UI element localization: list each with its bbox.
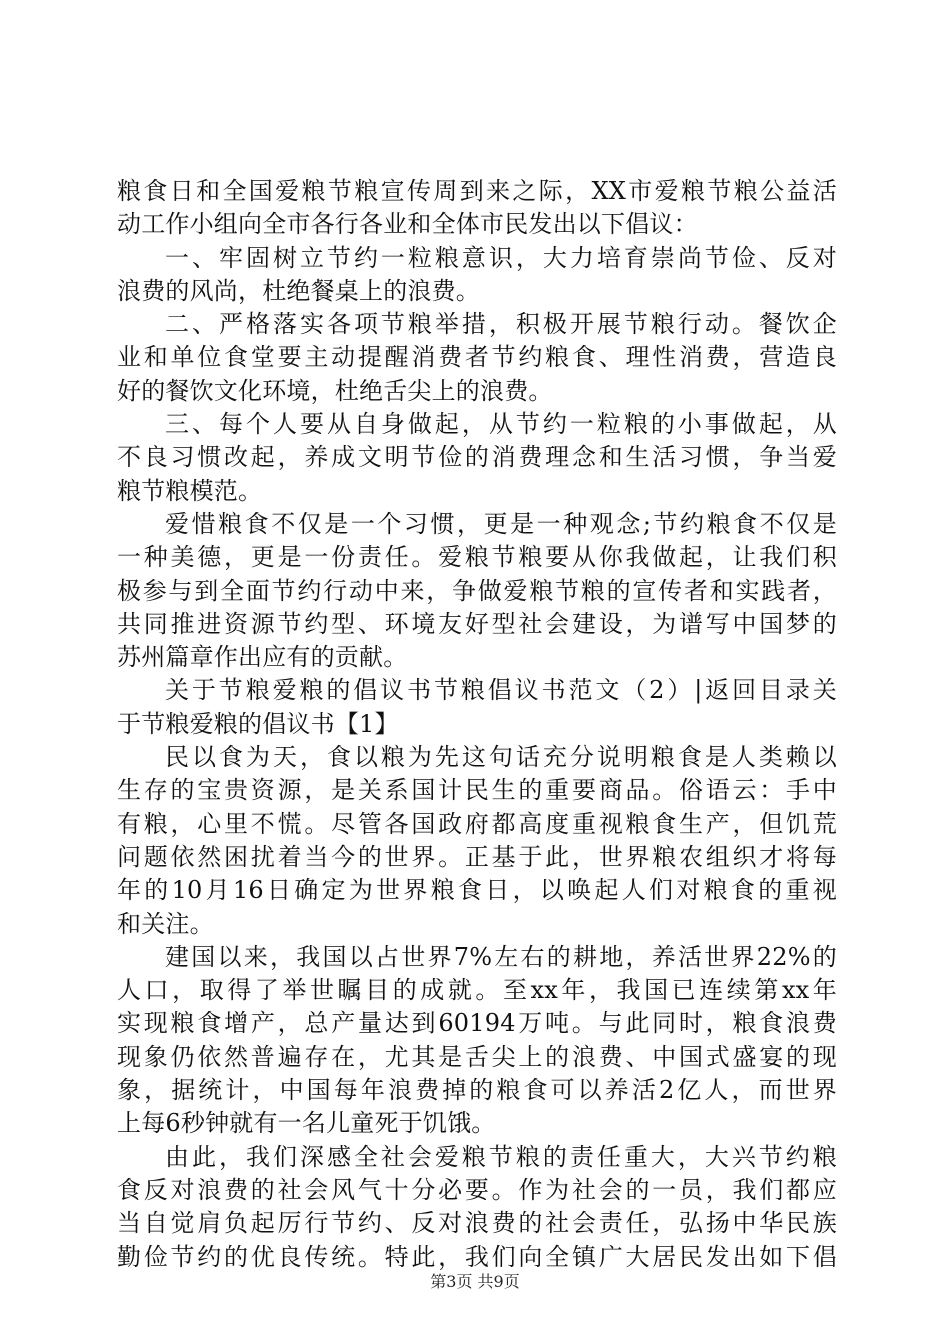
text-line: 现象仍依然普遍存在，尤其是舌尖上的浪费、中国式盛宴的现 xyxy=(117,1042,837,1071)
text-line: 生存的宝贵资源，是关系国计民生的重要商品。俗语云：手中 xyxy=(117,776,837,805)
text-line: 动工作小组向全市各行各业和全体市民发出以下倡议： xyxy=(117,210,698,239)
text-line: 建国以来，我国以占世界7%左右的耕地，养活世界22%的 xyxy=(165,942,837,971)
text-line: 三、每个人要从自身做起，从节约一粒粮的小事做起，从 xyxy=(165,410,837,439)
text-line: 象，据统计，中国每年浪费掉的粮食可以养活2亿人，而世界 xyxy=(117,1076,837,1105)
text-line: 上每6秒钟就有一名儿童死于饥饿。 xyxy=(117,1109,496,1138)
text-line: 问题依然困扰着当今的世界。正基于此，世界粮农组织才将每 xyxy=(117,842,837,871)
text-line: 一、牢固树立节约一粒粮意识，大力培育崇尚节俭、反对 xyxy=(165,243,837,272)
text-line: 由此，我们深感全社会爱粮节粮的责任重大，大兴节约粮 xyxy=(165,1142,837,1171)
text-line: 爱惜粮食不仅是一个习惯，更是一种观念;节约粮食不仅是 xyxy=(165,509,837,538)
text-line: 粮节粮模范。 xyxy=(117,476,263,505)
text-line: 勤俭节约的优良传统。特此，我们向全镇广大居民发出如下倡 xyxy=(117,1242,837,1271)
text-line: 浪费的风尚，杜绝餐桌上的浪费。 xyxy=(117,276,480,305)
text-line: 关于节粮爱粮的倡议书节粮倡议书范文（2）|返回目录关 xyxy=(165,676,837,705)
text-line: 业和单位食堂要主动提醒消费者节约粮食、理性消费，营造良 xyxy=(117,343,837,372)
document-body xyxy=(117,175,837,1274)
text-line: 和关注。 xyxy=(117,909,214,938)
text-line: 年的10月16日确定为世界粮食日，以唤起人们对粮食的重视 xyxy=(117,876,837,905)
text-line: 实现粮食增产，总产量达到60194万吨。与此同时，粮食浪费 xyxy=(117,1009,837,1038)
text-line: 食反对浪费的社会风气十分必要。作为社会的一员，我们都应 xyxy=(117,1175,837,1204)
text-line: 共同推进资源节约型、环境友好型社会建设，为谱写中国梦的 xyxy=(117,609,837,638)
text-line: 苏州篇章作出应有的贡献。 xyxy=(117,643,408,672)
text-line: 当自觉肩负起厉行节约、反对浪费的社会责任，弘扬中华民族 xyxy=(117,1209,837,1238)
text-line: 二、严格落实各项节粮举措，积极开展节粮行动。餐饮企 xyxy=(165,310,837,339)
text-line: 有粮，心里不慌。尽管各国政府都高度重视粮食生产，但饥荒 xyxy=(117,809,837,838)
text-line: 不良习惯改起，养成文明节俭的消费理念和生活习惯，争当爱 xyxy=(117,443,837,472)
text-line: 粮食日和全国爱粮节粮宣传周到来之际，XX市爱粮节粮公益活 xyxy=(117,177,837,205)
text-line: 民以食为天，食以粮为先这句话充分说明粮食是人类赖以 xyxy=(165,743,837,772)
text-line: 人口，取得了举世瞩目的成就。至xx年，我国已连续第xx年 xyxy=(117,976,837,1005)
text-line: 一种美德，更是一份责任。爱粮节粮要从你我做起，让我们积 xyxy=(117,543,837,572)
text-line: 好的餐饮文化环境，杜绝舌尖上的浪费。 xyxy=(117,376,553,405)
text-line: 极参与到全面节约行动中来，争做爱粮节粮的宣传者和实践者， xyxy=(117,576,837,605)
page-footer: 第3页 共9页 xyxy=(430,1272,520,1291)
text-line: 于节粮爱粮的倡议书【1】 xyxy=(117,709,399,738)
